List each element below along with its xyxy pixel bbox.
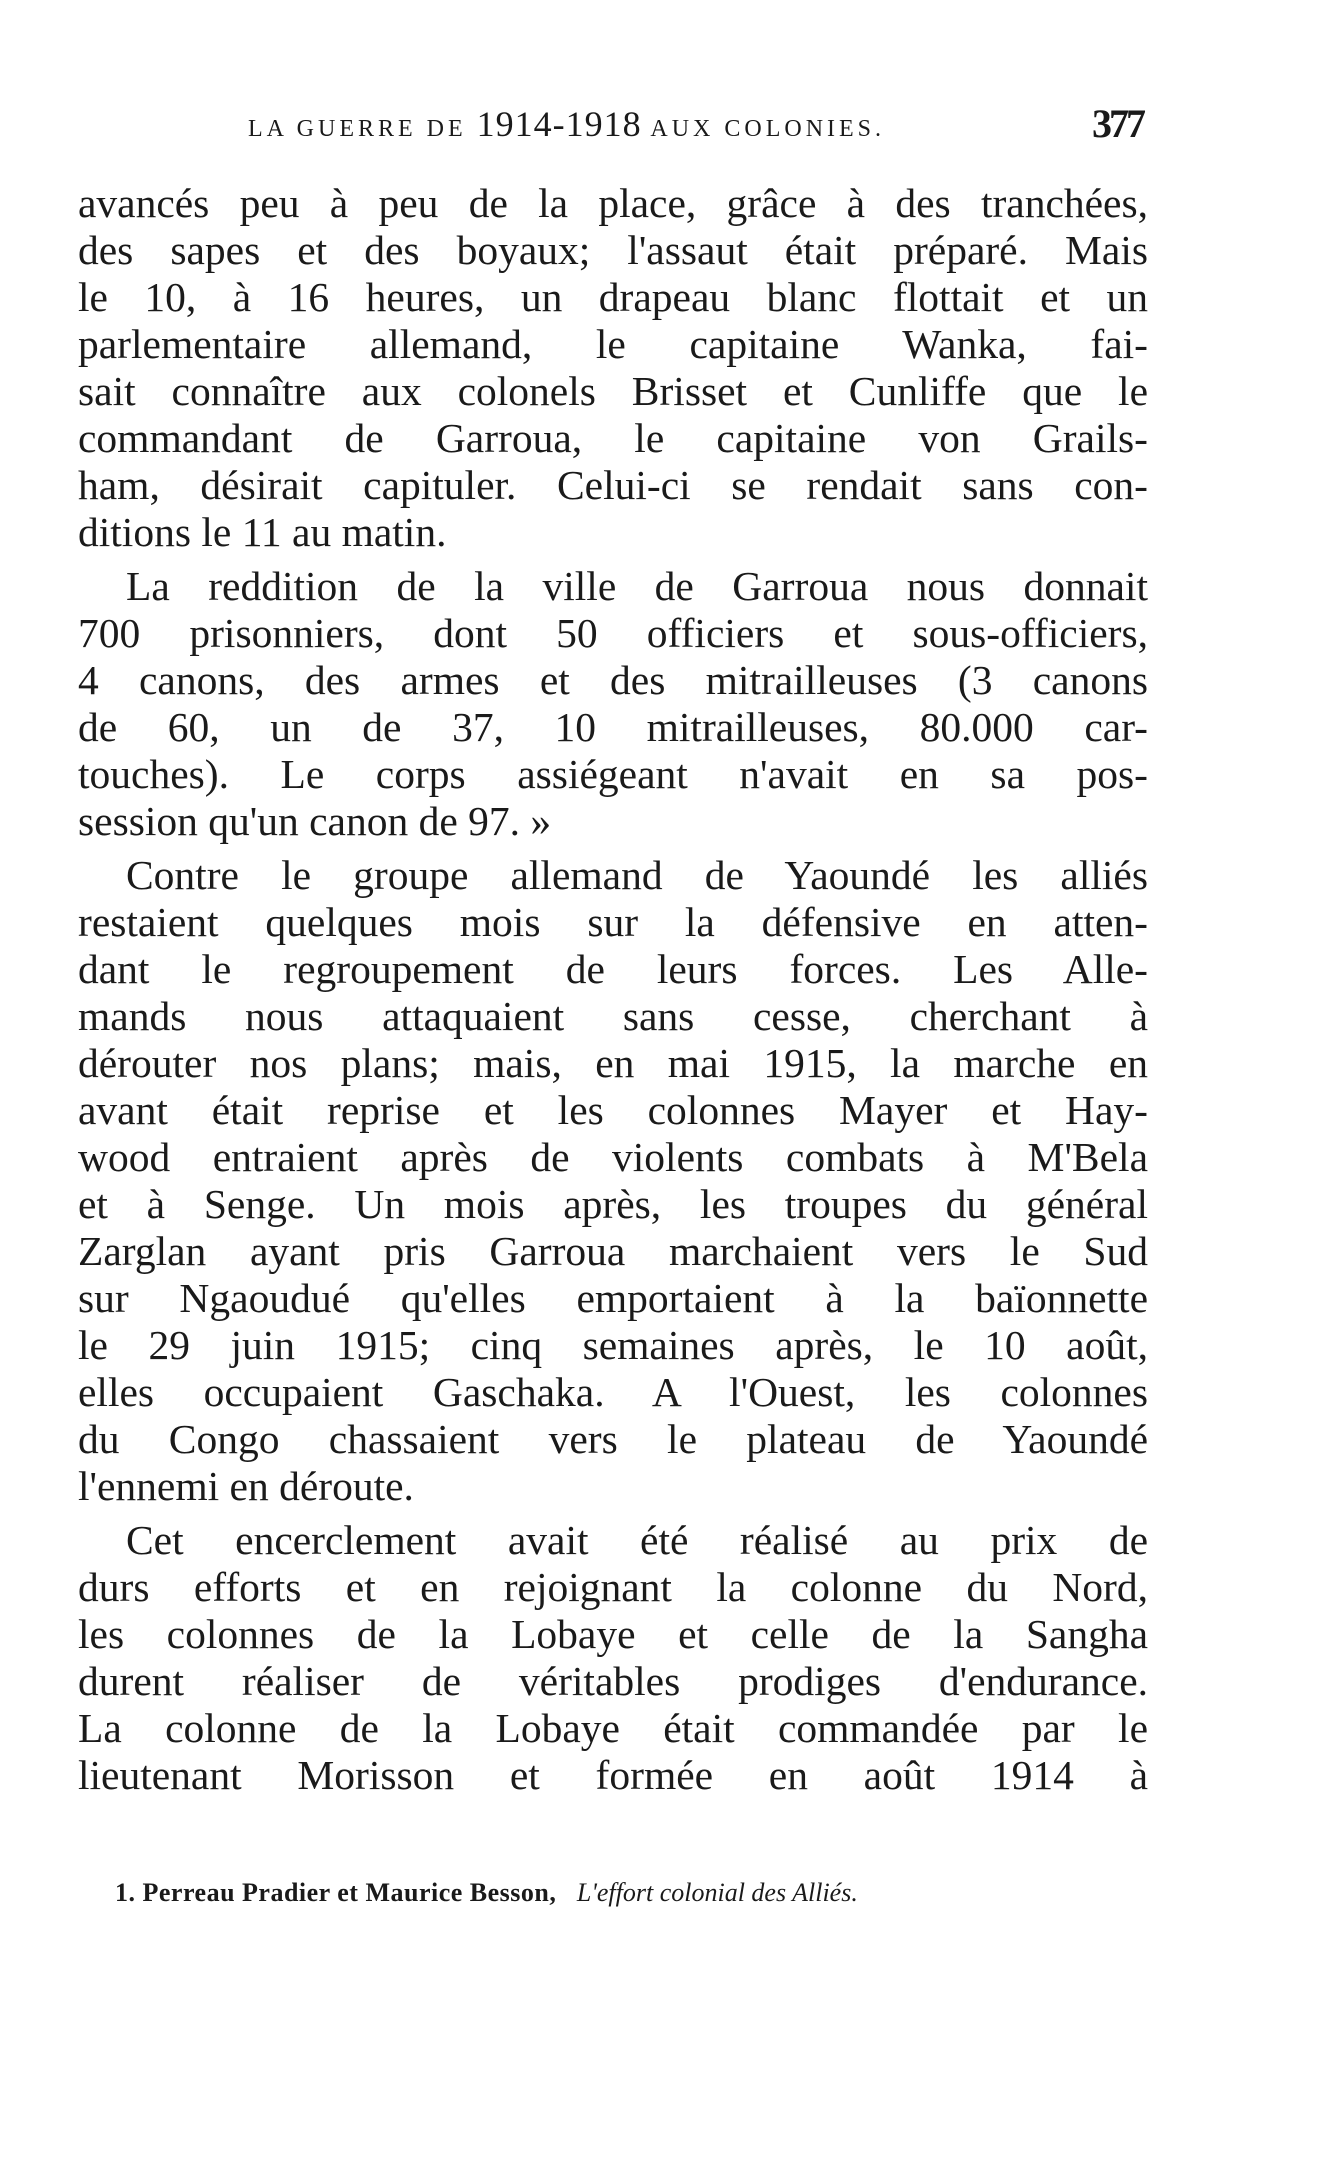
text-line: l'ennemi en déroute.: [78, 1463, 414, 1509]
text-line: La reddition de la ville de Garroua nous donnait: [126, 563, 1148, 609]
text-line: mands nous attaquaient sans cesse, cherchant à: [78, 993, 1148, 1039]
paragraph: [78, 1517, 1148, 1799]
text-line: Cet encerclement avait été réalisé au prix de: [126, 1517, 1148, 1563]
running-head-years: 1914-1918: [476, 104, 642, 144]
text-line: wood entraient après de violents combats à M'Bela: [78, 1134, 1148, 1180]
paragraph: [78, 563, 1148, 845]
text-line: touches). Le corps assiégeant n'avait en sa pos-: [78, 751, 1148, 797]
text-line: des sapes et des boyaux; l'assaut était préparé. Mais: [78, 227, 1148, 273]
text-line: les colonnes de la Lobaye et celle de la Sangha: [78, 1611, 1148, 1657]
text-line: restaient quelques mois sur la défensive en atten-: [78, 899, 1148, 945]
text-line: le 29 juin 1915; cinq semaines après, le 10 août,: [78, 1322, 1148, 1368]
running-head-part1: LA GUERRE DE: [248, 116, 467, 142]
text-line: elles occupaient Gaschaka. A l'Ouest, les colonnes: [78, 1369, 1148, 1415]
text-line: session qu'un canon de 97. »: [78, 798, 552, 844]
page-number: 377: [1092, 101, 1143, 146]
text-line: avant était reprise et les colonnes Mayer et Hay-: [78, 1087, 1148, 1133]
text-line: 700 prisonniers, dont 50 officiers et sous-officiers,: [78, 610, 1148, 656]
text-line: dérouter nos plans; mais, en mai 1915, la marche en: [78, 1040, 1148, 1086]
text-line: La colonne de la Lobaye était commandée par le: [78, 1705, 1148, 1751]
text-line: Zarglan ayant pris Garroua marchaient vers le Sud: [78, 1228, 1148, 1274]
running-head-part2: AUX COLONIES.: [650, 116, 886, 142]
text-line: de 60, un de 37, 10 mitrailleuses, 80.000 car-: [78, 704, 1148, 750]
text-line: dant le regroupement de leurs forces. Les Alle-: [78, 946, 1148, 992]
text-line: Contre le groupe allemand de Yaoundé les alliés: [126, 852, 1148, 898]
footnote-title: L'effort colonial des Alliés.: [576, 1878, 858, 1907]
paragraph: [78, 180, 1148, 556]
text-line: ditions le 11 au matin.: [78, 509, 447, 555]
text-line: lieutenant Morisson et formée en août 1914 à: [78, 1752, 1148, 1798]
text-line: le 10, à 16 heures, un drapeau blanc flottait et un: [78, 274, 1148, 320]
running-head: [248, 103, 885, 145]
text-line: sur Ngaoudué qu'elles emportaient à la baïonnette: [78, 1275, 1148, 1321]
footnote-authors: 1. Perreau Pradier et Maurice Besson,: [115, 1878, 557, 1907]
paragraph: [78, 852, 1148, 1510]
text-line: du Congo chassaient vers le plateau de Yaoundé: [78, 1416, 1148, 1462]
text-line: sait connaître aux colonels Brisset et Cunliffe que le: [78, 368, 1148, 414]
text-line: parlementaire allemand, le capitaine Wanka, fai-: [78, 321, 1148, 367]
text-line: ham, désirait capituler. Celui-ci se rendait sans con-: [78, 462, 1148, 508]
text-line: durent réaliser de véritables prodiges d'endurance.: [78, 1658, 1148, 1704]
text-line: avancés peu à peu de la place, grâce à des tranchées,: [78, 180, 1148, 226]
text-line: durs efforts et en rejoignant la colonne du Nord,: [78, 1564, 1148, 1610]
footnote: [115, 1878, 858, 1908]
text-line: commandant de Garroua, le capitaine von Grails-: [78, 415, 1148, 461]
text-line: et à Senge. Un mois après, les troupes du général: [78, 1181, 1148, 1227]
text-line: 4 canons, des armes et des mitrailleuses (3 canons: [78, 657, 1148, 703]
body-text: [78, 180, 1148, 1806]
